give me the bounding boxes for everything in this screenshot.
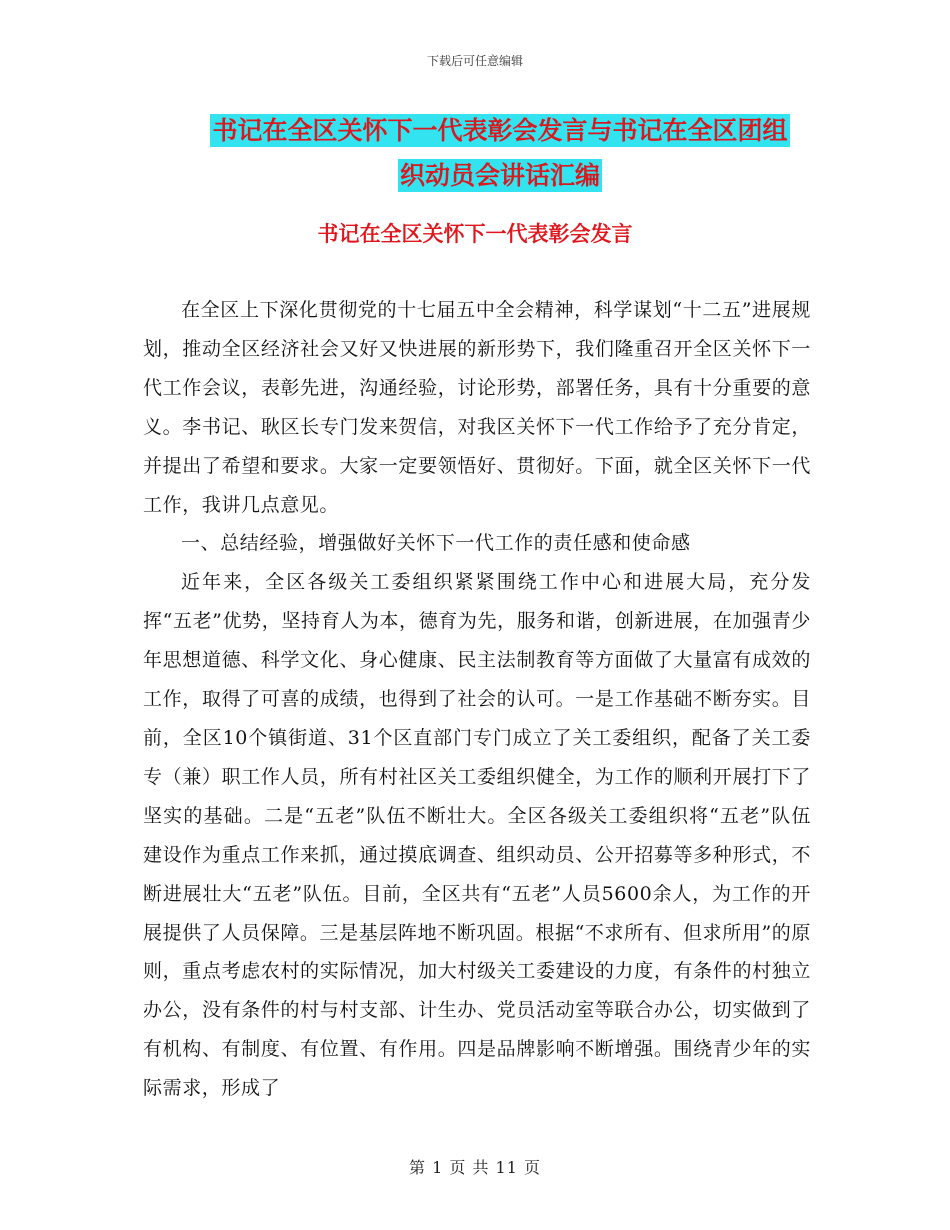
document-title <box>140 108 860 198</box>
body-text <box>143 291 811 1108</box>
paragraph-subheading: 一、总结经验，增强做好关怀下一代工作的责任感和使命感 <box>181 532 691 555</box>
paragraph-intro: 在全区上下深化贯彻党的十七届五中全会精神，科学谋划“十二五”进展规划，推动全区经济社会又好又快进展的新形势下，我们隆重召开全区关怀下一代工作会议，表彰先进，沟通经验，讨论形势，部署任务，具有十分重要的意义。李书记、耿区长专门发来贺信，对我区关怀下一代工作给予了充分肯定，并提出了希望和要求。大家一定要领悟好、贯彻好。下面，就全区关怀下一代工作，我讲几点意见。 <box>143 299 811 516</box>
title-line-1: 书记在全区关怀下一代表彰会发言与书记在全区团组 <box>212 116 788 145</box>
section-heading: 书记在全区关怀下一代表彰会发言 <box>317 222 633 246</box>
title-line-2: 织动员会讲话汇编 <box>399 161 600 190</box>
page-header-note: 下载后可任意编辑 <box>426 54 523 68</box>
page-number: 第 1 页 共 11 页 <box>409 1158 541 1177</box>
paragraph-experience: 近年来，全区各级关工委组织紧紧围绕工作中心和进展大局，充分发挥“五老”优势，坚持育人为本，德育为先，服务和谐，创新进展，在加强青少年思想道德、科学文化、身心健康、民主法制教育等方面做了大量富有成效的工作，取得了可喜的成绩，也得到了社会的认可。一是工作基础不断夯实。目前，全区10个镇街道、31个区直部门专门成立了关工委组织，配备了关工委专（兼）职工作人员，所有村社区关工委组织健全，为工作的顺利开展打下了坚实的基础。二是“五老”队伍不断壮大。全区各级关工委组织将“五老”队伍建设作为重点工作来抓，通过摸底调查、组织动员、公开招募等多种形式，不断进展壮大“五老”队伍。目前，全区共有“五老”人员5600余人，为工作的开展提供了人员保障。三是基层阵地不断巩固。根据“不求所有、但求所用”的原则，重点考虑农村的实际情况，加大村级关工委建设的力度，有条件的村独立办公，没有条件的村与村支部、计生办、党员活动室等联合办公，切实做到了有机构、有制度、有位置、有作用。四是品牌影响不断增强。围绕青少年的实际需求，形成了 <box>143 571 811 1100</box>
